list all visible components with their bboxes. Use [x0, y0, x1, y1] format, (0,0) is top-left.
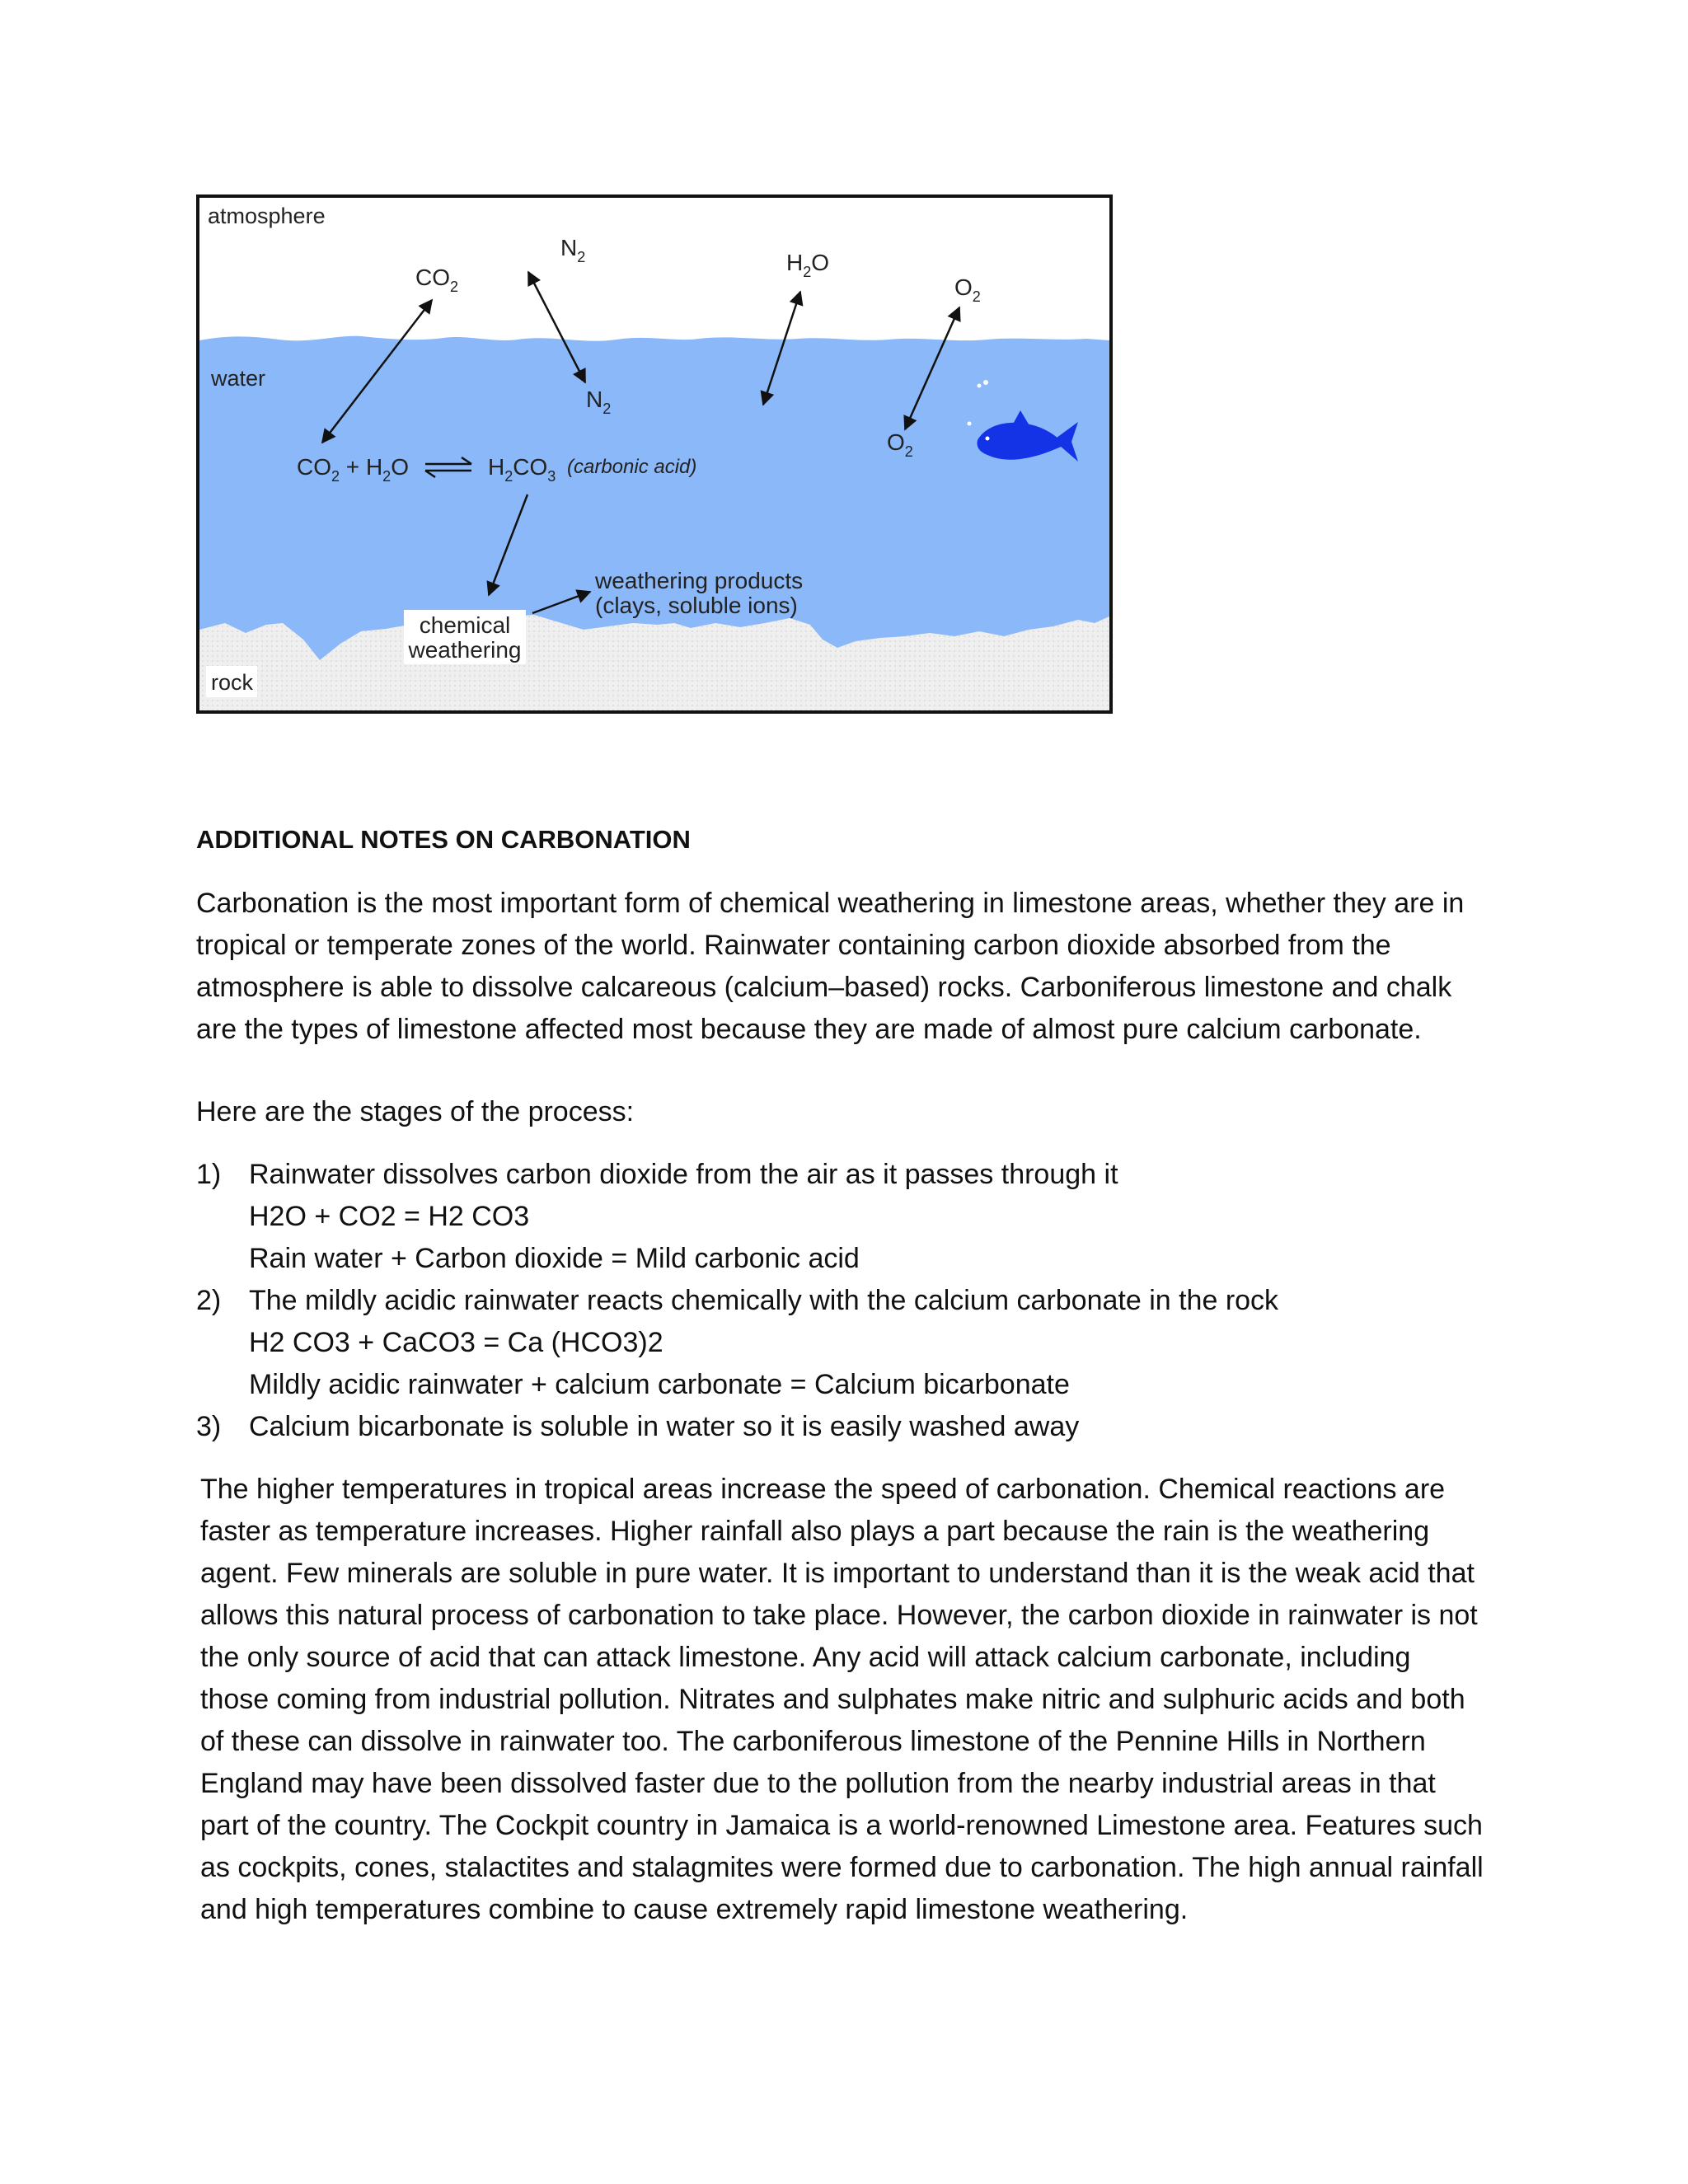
step-description: Rainwater dissolves carbon dioxide from the air as it passes through it	[249, 1159, 1118, 1190]
n2-air-label: $N_2$	[560, 235, 586, 265]
step-formula: H2O + CO2 = H2 CO3	[249, 1201, 530, 1232]
carbonation-diagram	[196, 194, 1113, 714]
step-number: 2)	[196, 1285, 222, 1316]
step-description: The mildly acidic rainwater reacts chemically with the calcium carbonate in the rock	[249, 1285, 1279, 1316]
step-2	[196, 1280, 1482, 1406]
step-3	[196, 1406, 1482, 1448]
n2-water-label: $N_2$	[586, 387, 612, 417]
o2-water-label: $O_2$	[887, 429, 913, 460]
stages-intro: Here are the stages of the process:	[196, 1096, 635, 1127]
carbonic-acid-label: (carbonic acid)	[567, 456, 697, 478]
section-heading: ADDITIONAL NOTES ON CARBONATION	[196, 825, 691, 854]
step-number: 3)	[196, 1411, 222, 1442]
step-number: 1)	[196, 1159, 222, 1190]
chemical-weathering-line2: weathering	[408, 637, 522, 663]
diagram-svg	[196, 194, 1113, 714]
fish-eye	[986, 437, 990, 441]
intro-paragraph: Carbonation is the most important form of chemical weathering in limestone areas, whether they are in tropical or temperate zones of the world. Rainwater containing carbon dioxide absorbed from the atmosphere is able to dissolve calcareous (calcium–based) rocks. Carboniferous limestone and chalk are the types of limestone affected most because they are made of almost pure calcium carbonate.	[196, 888, 1465, 1045]
step-1	[196, 1154, 1482, 1280]
chemical-weathering-line1: chemical	[419, 612, 511, 638]
weathering-products-line2: (clays, soluble ions)	[595, 593, 798, 618]
carbonic-acid-formula: $H_2CO_3$	[488, 454, 556, 485]
bubble-3	[968, 422, 972, 426]
atmosphere-label: atmosphere	[208, 204, 326, 228]
bubble-1	[978, 384, 982, 388]
step-word-equation: Mildly acidic rainwater + calcium carbonate = Calcium bicarbonate	[249, 1369, 1070, 1400]
step-word-equation: Rain water + Carbon dioxide = Mild carbonic acid	[249, 1243, 860, 1274]
closing-paragraph: The higher temperatures in tropical areas increase the speed of carbonation. Chemical reactions are faster as temperature increases. Higher rainfall also plays a part because the rain is the weathering agent. Few minerals are soluble in pure water. It is important to understand than it is the weak acid that allows this natural process of carbonation to take place. However, the carbon dioxide in rainwater is not the only source of acid that can attack limestone. Any acid will attack calcium carbonate, including those coming from industrial pollution. Nitrates and sulphates make nitric and sulphuric acids and both of these can dissolve in rainwater too. The carboniferous limestone of the Pennine Hills in Northern England may have been dissolved faster due to the pollution from the nearby industrial areas in that part of the country. The Cockpit country in Jamaica is a world-renowned Limestone area. Features such as cockpits, cones, stalactites and stalagmites were formed due to carbonation. The high annual rainfall and high temperatures combine to cause extremely rapid limestone weathering.	[200, 1474, 1484, 1925]
bubble-2	[983, 380, 988, 385]
process-steps-list	[196, 1154, 1482, 1448]
carbonation-equation: $CO_2 + H_2O$	[297, 454, 409, 485]
h2o-air-label: $H_2O$	[786, 250, 830, 280]
rock-label: rock	[211, 670, 254, 695]
o2-air-label: $O_2$	[954, 274, 981, 305]
water-label: water	[211, 366, 266, 391]
co2-air-label: $CO_2$	[415, 265, 459, 295]
step-description: Calcium bicarbonate is soluble in water so it is easily washed away	[249, 1411, 1080, 1442]
weathering-products-line1: weathering products	[595, 568, 804, 593]
step-formula: H2 CO3 + CaCO3 = Ca (HCO3)2	[249, 1327, 663, 1358]
